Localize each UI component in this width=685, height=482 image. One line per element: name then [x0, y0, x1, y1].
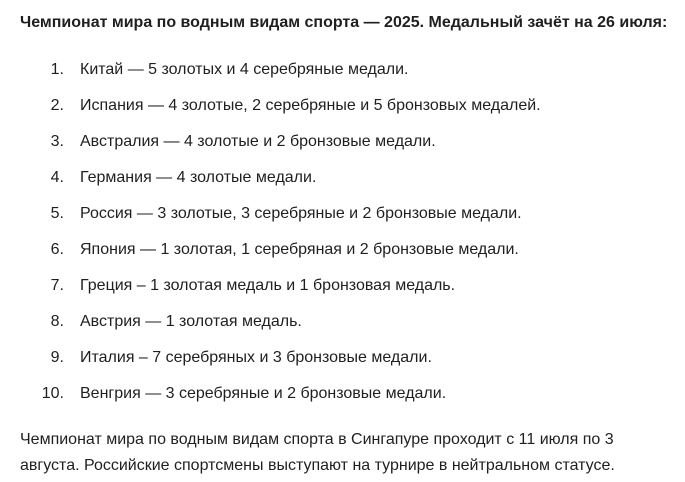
- list-item: [0, 166, 685, 202]
- list-item: [0, 58, 685, 94]
- list-item: [0, 130, 685, 166]
- list-item-number: 3.: [50, 133, 64, 150]
- list-item-number: 5.: [50, 205, 64, 222]
- list-item: [0, 310, 685, 346]
- list-item: [0, 382, 685, 418]
- article-heading: Чемпионат мира по водным видам спорта — 2025. Медальный зачёт на 26 июля:: [20, 14, 668, 31]
- list-item: [0, 202, 685, 238]
- list-item-text: Австралия — 4 золотые и 2 бронзовые медали.: [80, 133, 436, 150]
- list-item-number: 9.: [50, 349, 64, 366]
- list-item-text: Германия — 4 золотые медали.: [80, 169, 317, 186]
- list-item-number: 1.: [50, 61, 64, 78]
- list-item-text: Австрия — 1 золотая медаль.: [80, 313, 302, 330]
- article-paragraph: Чемпионат мира по водным видам спорта в Сингапуре проходит с 11 июля по 3 августа. Российские спортсмены выступают на турнире в нейтральном статусе.: [20, 431, 615, 474]
- list-item-number: 8.: [50, 313, 64, 330]
- list-item-number: 7.: [50, 277, 64, 294]
- list-item-number: 4.: [50, 169, 64, 186]
- list-item-text: Китай — 5 золотых и 4 серебряные медали.: [80, 61, 409, 78]
- list-item-text: Япония — 1 золотая, 1 серебряная и 2 бронзовые медали.: [80, 241, 519, 258]
- list-item-number: 6.: [50, 241, 64, 258]
- list-item: [0, 274, 685, 310]
- list-item-text: Испания — 4 золотые, 2 серебряные и 5 бронзовых медалей.: [80, 97, 541, 114]
- list-item-text: Россия — 3 золотые, 3 серебряные и 2 бронзовые медали.: [80, 205, 522, 222]
- medal-standings-list: [0, 58, 685, 418]
- list-item-text: Италия – 7 серебряных и 3 бронзовые медали.: [80, 349, 432, 366]
- list-item: [0, 346, 685, 382]
- list-item-text: Венгрия — 3 серебряные и 2 бронзовые медали.: [80, 385, 447, 402]
- list-item-text: Греция – 1 золотая медаль и 1 бронзовая медаль.: [80, 277, 456, 294]
- list-item: [0, 94, 685, 130]
- list-item-number: 2.: [50, 97, 64, 114]
- list-item-number: 10.: [41, 385, 64, 402]
- list-item: [0, 238, 685, 274]
